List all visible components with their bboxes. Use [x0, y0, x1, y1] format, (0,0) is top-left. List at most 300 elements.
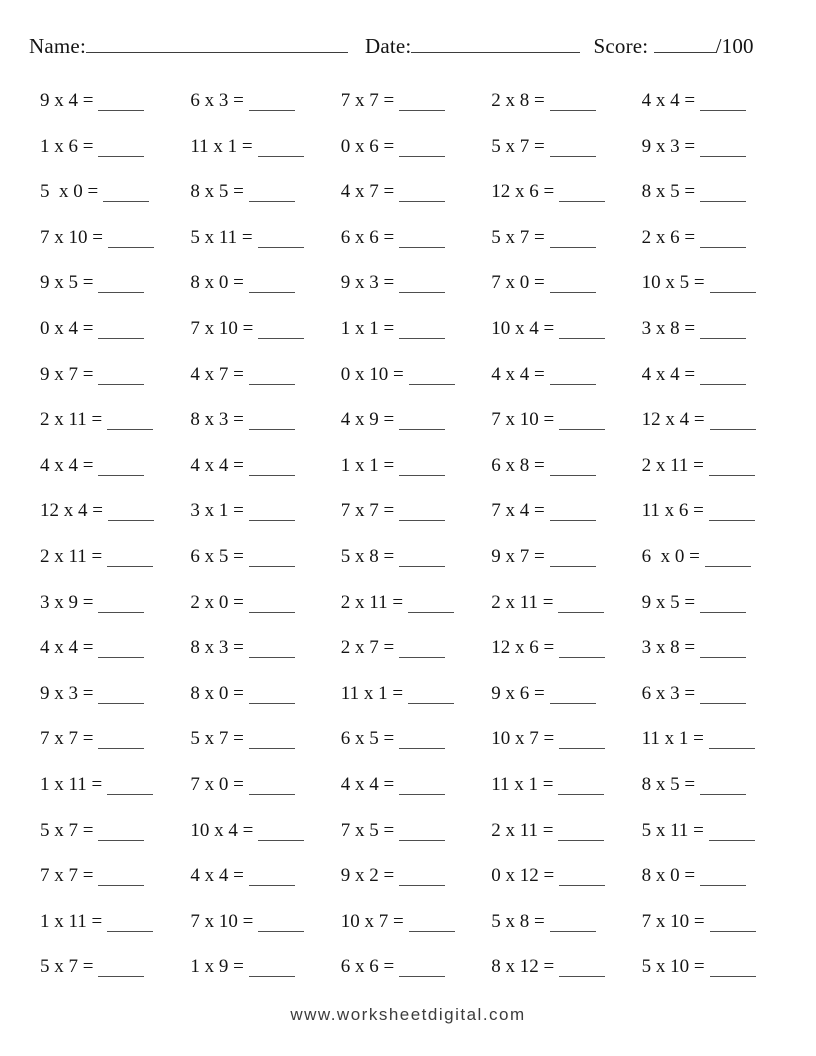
problem-cell — [491, 762, 641, 808]
answer-blank[interactable] — [107, 776, 153, 795]
answer-blank[interactable] — [249, 183, 295, 202]
answer-blank[interactable] — [700, 320, 746, 339]
answer-blank[interactable] — [550, 502, 596, 521]
problem-text: 7 x 0 = — [491, 272, 545, 294]
problem-text: 8 x 3 = — [190, 637, 244, 659]
problem-text: 11 x 6 = — [641, 500, 704, 522]
problem-cell — [491, 671, 641, 717]
answer-blank[interactable] — [700, 92, 746, 111]
answer-blank[interactable] — [550, 229, 596, 248]
problem-cell — [40, 352, 190, 398]
answer-blank[interactable] — [108, 229, 154, 248]
answer-blank[interactable] — [249, 274, 295, 293]
answer-blank[interactable] — [550, 366, 596, 385]
problem-text: 11 x 1 = — [491, 773, 554, 795]
answer-blank[interactable] — [559, 958, 605, 977]
problem-text: 6 x 3 = — [190, 90, 244, 111]
problem-text: 2 x 11 = — [641, 454, 704, 476]
answer-blank[interactable] — [258, 913, 304, 932]
answer-blank[interactable] — [249, 411, 295, 430]
problem-cell — [491, 215, 641, 261]
answer-blank[interactable] — [98, 320, 144, 339]
date-input-line[interactable] — [411, 32, 580, 53]
problem-cell — [642, 215, 792, 261]
problem-cell — [341, 853, 491, 899]
problem-cell — [40, 306, 190, 352]
problem-cell — [491, 397, 641, 443]
problem-text: 10 x 7 = — [340, 910, 404, 932]
problem-text: 4 x 4 = — [641, 90, 696, 111]
answer-blank[interactable] — [408, 594, 454, 613]
problem-text: 0 x 6 = — [340, 135, 395, 157]
name-label: Name: — [29, 34, 86, 58]
problem-cell — [642, 671, 792, 717]
problem-cell — [491, 352, 641, 398]
problem-text: 6 x 0 = — [641, 545, 700, 567]
answer-blank[interactable] — [399, 958, 445, 977]
answer-blank[interactable] — [710, 411, 756, 430]
answer-blank[interactable] — [249, 502, 295, 521]
problem-cell — [642, 78, 792, 124]
answer-blank[interactable] — [249, 685, 295, 704]
problem-text: 9 x 6 = — [491, 682, 545, 704]
answer-blank[interactable] — [98, 594, 144, 613]
problem-cell — [341, 443, 491, 489]
problem-text: 3 x 8 = — [641, 637, 696, 659]
answer-blank[interactable] — [710, 913, 756, 932]
problem-text: 9 x 3 = — [641, 135, 696, 157]
problem-text: 1 x 11 = — [40, 773, 103, 795]
problem-cell — [40, 534, 190, 580]
answer-blank[interactable] — [559, 730, 605, 749]
problem-cell — [642, 625, 792, 671]
problem-cell — [190, 443, 340, 489]
problem-cell — [190, 488, 340, 534]
problem-cell — [491, 169, 641, 215]
problem-cell — [491, 580, 641, 626]
problem-cell — [190, 580, 340, 626]
problem-cell — [341, 899, 491, 945]
problem-cell — [341, 716, 491, 762]
problem-cell — [341, 306, 491, 352]
problem-text: 2 x 11 = — [40, 545, 103, 567]
answer-blank[interactable] — [258, 822, 304, 841]
problem-cell — [190, 671, 340, 717]
problem-text: 9 x 5 = — [40, 272, 94, 294]
problem-text: 5 x 0 = — [40, 181, 99, 203]
answer-blank[interactable] — [559, 320, 605, 339]
problem-cell — [491, 808, 641, 854]
answer-blank[interactable] — [710, 958, 756, 977]
answer-blank[interactable] — [249, 639, 295, 658]
answer-blank[interactable] — [249, 92, 295, 111]
problem-cell — [341, 124, 491, 170]
problem-text: 7 x 7 = — [340, 90, 395, 111]
problem-cell — [190, 716, 340, 762]
problem-cell — [40, 625, 190, 671]
problem-text: 7 x 10 = — [641, 910, 705, 932]
problem-cell — [190, 853, 340, 899]
problem-text: 4 x 4 = — [40, 637, 94, 659]
problem-cell — [341, 397, 491, 443]
answer-blank[interactable] — [258, 320, 304, 339]
problem-cell — [40, 78, 190, 124]
answer-blank[interactable] — [700, 594, 746, 613]
answer-blank[interactable] — [108, 502, 154, 521]
problem-text: 5 x 7 = — [40, 819, 94, 841]
problem-cell — [642, 306, 792, 352]
problem-text: 6 x 3 = — [641, 682, 696, 704]
answer-blank[interactable] — [249, 730, 295, 749]
problem-text: 7 x 7 = — [340, 500, 395, 522]
answer-blank[interactable] — [550, 685, 596, 704]
answer-blank[interactable] — [700, 685, 746, 704]
problem-text: 4 x 9 = — [340, 409, 395, 431]
problem-text: 5 x 7 = — [491, 135, 545, 157]
problem-text: 8 x 12 = — [491, 956, 555, 978]
problem-text: 4 x 4 = — [340, 773, 395, 795]
problem-text: 10 x 7 = — [491, 728, 555, 750]
answer-blank[interactable] — [399, 138, 445, 157]
problem-cell — [341, 808, 491, 854]
problem-cell — [491, 534, 641, 580]
answer-blank[interactable] — [399, 411, 445, 430]
problem-text: 9 x 4 = — [40, 90, 94, 111]
answer-blank[interactable] — [700, 776, 746, 795]
problem-cell — [40, 169, 190, 215]
answer-blank[interactable] — [550, 457, 596, 476]
answer-blank[interactable] — [399, 639, 445, 658]
problem-text: 8 x 3 = — [190, 409, 244, 431]
answer-blank[interactable] — [700, 229, 746, 248]
problem-cell — [491, 716, 641, 762]
footer — [0, 1005, 816, 1025]
problem-text: 3 x 9 = — [40, 591, 94, 613]
problem-text: 6 x 6 = — [340, 226, 395, 248]
problem-text: 10 x 4 = — [190, 819, 254, 841]
problem-text: 1 x 9 = — [190, 956, 244, 978]
answer-blank[interactable] — [709, 822, 755, 841]
problem-cell — [642, 762, 792, 808]
worksheet-header — [29, 32, 776, 59]
problem-text: 7 x 4 = — [491, 500, 545, 522]
problem-cell — [341, 215, 491, 261]
answer-blank[interactable] — [98, 274, 144, 293]
problem-text: 7 x 10 = — [190, 910, 254, 932]
answer-blank[interactable] — [559, 183, 605, 202]
problem-text: 7 x 0 = — [190, 773, 244, 795]
problem-text: 6 x 5 = — [190, 545, 244, 567]
problem-text: 5 x 7 = — [40, 956, 94, 978]
answer-blank[interactable] — [107, 548, 153, 567]
problem-cell — [341, 625, 491, 671]
answer-blank[interactable] — [709, 730, 755, 749]
answer-blank[interactable] — [399, 548, 445, 567]
problems-grid — [40, 78, 792, 990]
problem-cell — [341, 671, 491, 717]
name-input-line[interactable] — [86, 32, 348, 53]
problem-cell — [341, 260, 491, 306]
problem-text: 3 x 1 = — [190, 500, 244, 522]
problem-text: 12 x 6 = — [491, 637, 555, 659]
problem-text: 9 x 5 = — [641, 591, 696, 613]
problem-cell — [341, 78, 491, 124]
problem-cell — [491, 306, 641, 352]
problem-cell — [190, 534, 340, 580]
answer-blank[interactable] — [98, 685, 144, 704]
problem-cell — [190, 215, 340, 261]
problem-text: 12 x 4 = — [40, 500, 103, 522]
answer-blank[interactable] — [700, 138, 746, 157]
date-label: Date: — [364, 34, 412, 58]
answer-blank[interactable] — [107, 913, 153, 932]
problem-cell — [491, 260, 641, 306]
answer-blank[interactable] — [550, 274, 596, 293]
problem-text: 8 x 5 = — [641, 773, 696, 795]
problem-cell — [642, 397, 792, 443]
problem-text: 0 x 10 = — [340, 363, 404, 385]
problem-text: 1 x 1 = — [340, 317, 395, 339]
score-input-line[interactable] — [654, 32, 716, 53]
answer-blank[interactable] — [558, 594, 604, 613]
problem-cell — [642, 580, 792, 626]
problem-text: 4 x 4 = — [491, 363, 545, 385]
problem-cell — [40, 944, 190, 990]
problem-cell — [642, 808, 792, 854]
problem-cell — [190, 169, 340, 215]
problem-cell — [190, 808, 340, 854]
problem-text: 1 x 1 = — [340, 454, 395, 476]
problem-text: 5 x 11 = — [190, 226, 253, 248]
answer-blank[interactable] — [249, 958, 295, 977]
problem-text: 5 x 11 = — [641, 819, 704, 841]
problem-text: 1 x 6 = — [40, 135, 94, 157]
problem-cell — [40, 215, 190, 261]
problem-text: 11 x 1 = — [190, 135, 253, 157]
problem-cell — [190, 352, 340, 398]
answer-blank[interactable] — [98, 138, 144, 157]
problem-cell — [341, 762, 491, 808]
answer-blank[interactable] — [709, 502, 755, 521]
answer-blank[interactable] — [399, 502, 445, 521]
problem-text: 10 x 5 = — [641, 272, 705, 294]
answer-blank[interactable] — [249, 867, 295, 886]
problem-cell — [491, 488, 641, 534]
answer-blank[interactable] — [399, 183, 445, 202]
problem-cell — [341, 580, 491, 626]
problem-cell — [40, 671, 190, 717]
problem-cell — [190, 899, 340, 945]
answer-blank[interactable] — [559, 639, 605, 658]
answer-blank[interactable] — [399, 730, 445, 749]
problem-text: 8 x 0 = — [190, 272, 244, 294]
problem-text: 4 x 4 = — [190, 865, 244, 887]
problem-text: 7 x 7 = — [40, 728, 94, 750]
problem-text: 4 x 4 = — [190, 454, 244, 476]
answer-blank[interactable] — [399, 822, 445, 841]
problem-text: 5 x 8 = — [491, 910, 545, 932]
answer-blank[interactable] — [559, 411, 605, 430]
problem-cell — [642, 124, 792, 170]
problem-cell — [491, 944, 641, 990]
answer-blank[interactable] — [558, 776, 604, 795]
problem-cell — [40, 260, 190, 306]
problem-text: 2 x 11 = — [491, 819, 554, 841]
problem-cell — [190, 762, 340, 808]
problem-text: 8 x 5 = — [641, 181, 696, 203]
answer-blank[interactable] — [249, 594, 295, 613]
answer-blank[interactable] — [98, 867, 144, 886]
problem-cell — [642, 169, 792, 215]
problem-text: 2 x 6 = — [641, 226, 696, 248]
problem-cell — [642, 260, 792, 306]
score-label: Score: — [593, 34, 649, 58]
answer-blank[interactable] — [550, 548, 596, 567]
answer-blank[interactable] — [249, 548, 295, 567]
answer-blank[interactable] — [709, 457, 755, 476]
problem-cell — [190, 124, 340, 170]
answer-blank[interactable] — [98, 639, 144, 658]
problem-text: 1 x 11 = — [40, 910, 103, 932]
score-total-label: /100 — [715, 34, 754, 58]
problem-cell — [341, 352, 491, 398]
answer-blank[interactable] — [258, 138, 304, 157]
problem-cell — [190, 306, 340, 352]
answer-blank[interactable] — [700, 639, 746, 658]
problem-text: 9 x 7 = — [491, 545, 545, 567]
answer-blank[interactable] — [705, 548, 751, 567]
answer-blank[interactable] — [700, 183, 746, 202]
problem-text: 5 x 7 = — [190, 728, 244, 750]
answer-blank[interactable] — [98, 457, 144, 476]
problem-text: 8 x 0 = — [641, 865, 696, 887]
answer-blank[interactable] — [408, 685, 454, 704]
answer-blank[interactable] — [98, 958, 144, 977]
problem-text: 4 x 4 = — [40, 454, 94, 476]
problem-text: 7 x 5 = — [340, 819, 395, 841]
problem-text: 8 x 0 = — [190, 682, 244, 704]
answer-blank[interactable] — [399, 274, 445, 293]
problem-text: 2 x 8 = — [491, 90, 545, 111]
problem-text: 6 x 8 = — [491, 454, 545, 476]
problem-cell — [642, 944, 792, 990]
answer-blank[interactable] — [107, 411, 153, 430]
problem-text: 2 x 11 = — [491, 591, 554, 613]
problem-text: 5 x 8 = — [340, 545, 395, 567]
problem-text: 6 x 6 = — [340, 956, 395, 978]
problem-cell — [491, 78, 641, 124]
problem-text: 2 x 11 = — [340, 591, 404, 613]
problem-text: 12 x 6 = — [491, 181, 555, 203]
answer-blank[interactable] — [399, 867, 445, 886]
problem-text: 5 x 10 = — [641, 956, 705, 978]
problem-text: 12 x 4 = — [641, 409, 705, 431]
answer-blank[interactable] — [559, 867, 605, 886]
problem-cell — [40, 397, 190, 443]
problem-text: 4 x 4 = — [641, 363, 696, 385]
answer-blank[interactable] — [550, 138, 596, 157]
answer-blank[interactable] — [103, 183, 149, 202]
problem-text: 4 x 7 = — [340, 181, 395, 203]
problem-cell — [491, 625, 641, 671]
answer-blank[interactable] — [399, 92, 445, 111]
answer-blank[interactable] — [98, 366, 144, 385]
answer-blank[interactable] — [258, 229, 304, 248]
problem-text: 7 x 10 = — [40, 226, 103, 248]
problem-text: 2 x 7 = — [340, 637, 395, 659]
problem-cell — [491, 853, 641, 899]
problem-text: 5 x 7 = — [491, 226, 545, 248]
problem-text: 9 x 3 = — [340, 272, 395, 294]
problem-cell — [40, 488, 190, 534]
answer-blank[interactable] — [700, 366, 746, 385]
answer-blank[interactable] — [550, 913, 596, 932]
problem-cell — [341, 944, 491, 990]
problem-cell — [642, 853, 792, 899]
problem-text: 7 x 10 = — [491, 409, 555, 431]
problem-cell — [40, 580, 190, 626]
footer-website-text: www.worksheetdigital.com — [290, 1005, 526, 1024]
problem-text: 7 x 7 = — [40, 865, 94, 887]
answer-blank[interactable] — [700, 867, 746, 886]
problem-cell — [642, 534, 792, 580]
problem-text: 6 x 5 = — [340, 728, 395, 750]
answer-blank[interactable] — [249, 776, 295, 795]
problem-cell — [40, 808, 190, 854]
problem-cell — [190, 260, 340, 306]
problem-cell — [40, 124, 190, 170]
problem-cell — [491, 899, 641, 945]
answer-blank[interactable] — [558, 822, 604, 841]
answer-blank[interactable] — [98, 92, 144, 111]
answer-blank[interactable] — [399, 776, 445, 795]
problem-cell — [40, 443, 190, 489]
problem-cell — [341, 169, 491, 215]
answer-blank[interactable] — [399, 457, 445, 476]
problem-cell — [642, 443, 792, 489]
answer-blank[interactable] — [399, 229, 445, 248]
problem-cell — [40, 716, 190, 762]
problem-text: 9 x 3 = — [40, 682, 94, 704]
problem-cell — [40, 899, 190, 945]
answer-blank[interactable] — [710, 274, 756, 293]
answer-blank[interactable] — [249, 457, 295, 476]
problem-text: 10 x 4 = — [491, 317, 555, 339]
problem-text: 9 x 7 = — [40, 363, 94, 385]
answer-blank[interactable] — [409, 913, 455, 932]
problem-cell — [190, 397, 340, 443]
problem-text: 7 x 10 = — [190, 317, 254, 339]
problem-cell — [190, 78, 340, 124]
problem-text: 4 x 7 = — [190, 363, 244, 385]
answer-blank[interactable] — [399, 320, 445, 339]
answer-blank[interactable] — [98, 822, 144, 841]
problem-cell — [190, 625, 340, 671]
problem-text: 0 x 12 = — [491, 865, 555, 887]
problem-text: 11 x 1 = — [641, 728, 704, 750]
answer-blank[interactable] — [249, 366, 295, 385]
problem-cell — [40, 762, 190, 808]
answer-blank[interactable] — [409, 366, 455, 385]
problem-text: 3 x 8 = — [641, 317, 696, 339]
answer-blank[interactable] — [98, 730, 144, 749]
answer-blank[interactable] — [550, 92, 596, 111]
problem-cell — [341, 534, 491, 580]
problem-text: 2 x 0 = — [190, 591, 244, 613]
problem-text: 11 x 1 = — [340, 682, 404, 704]
problem-text: 9 x 2 = — [340, 865, 395, 887]
problem-cell — [642, 716, 792, 762]
